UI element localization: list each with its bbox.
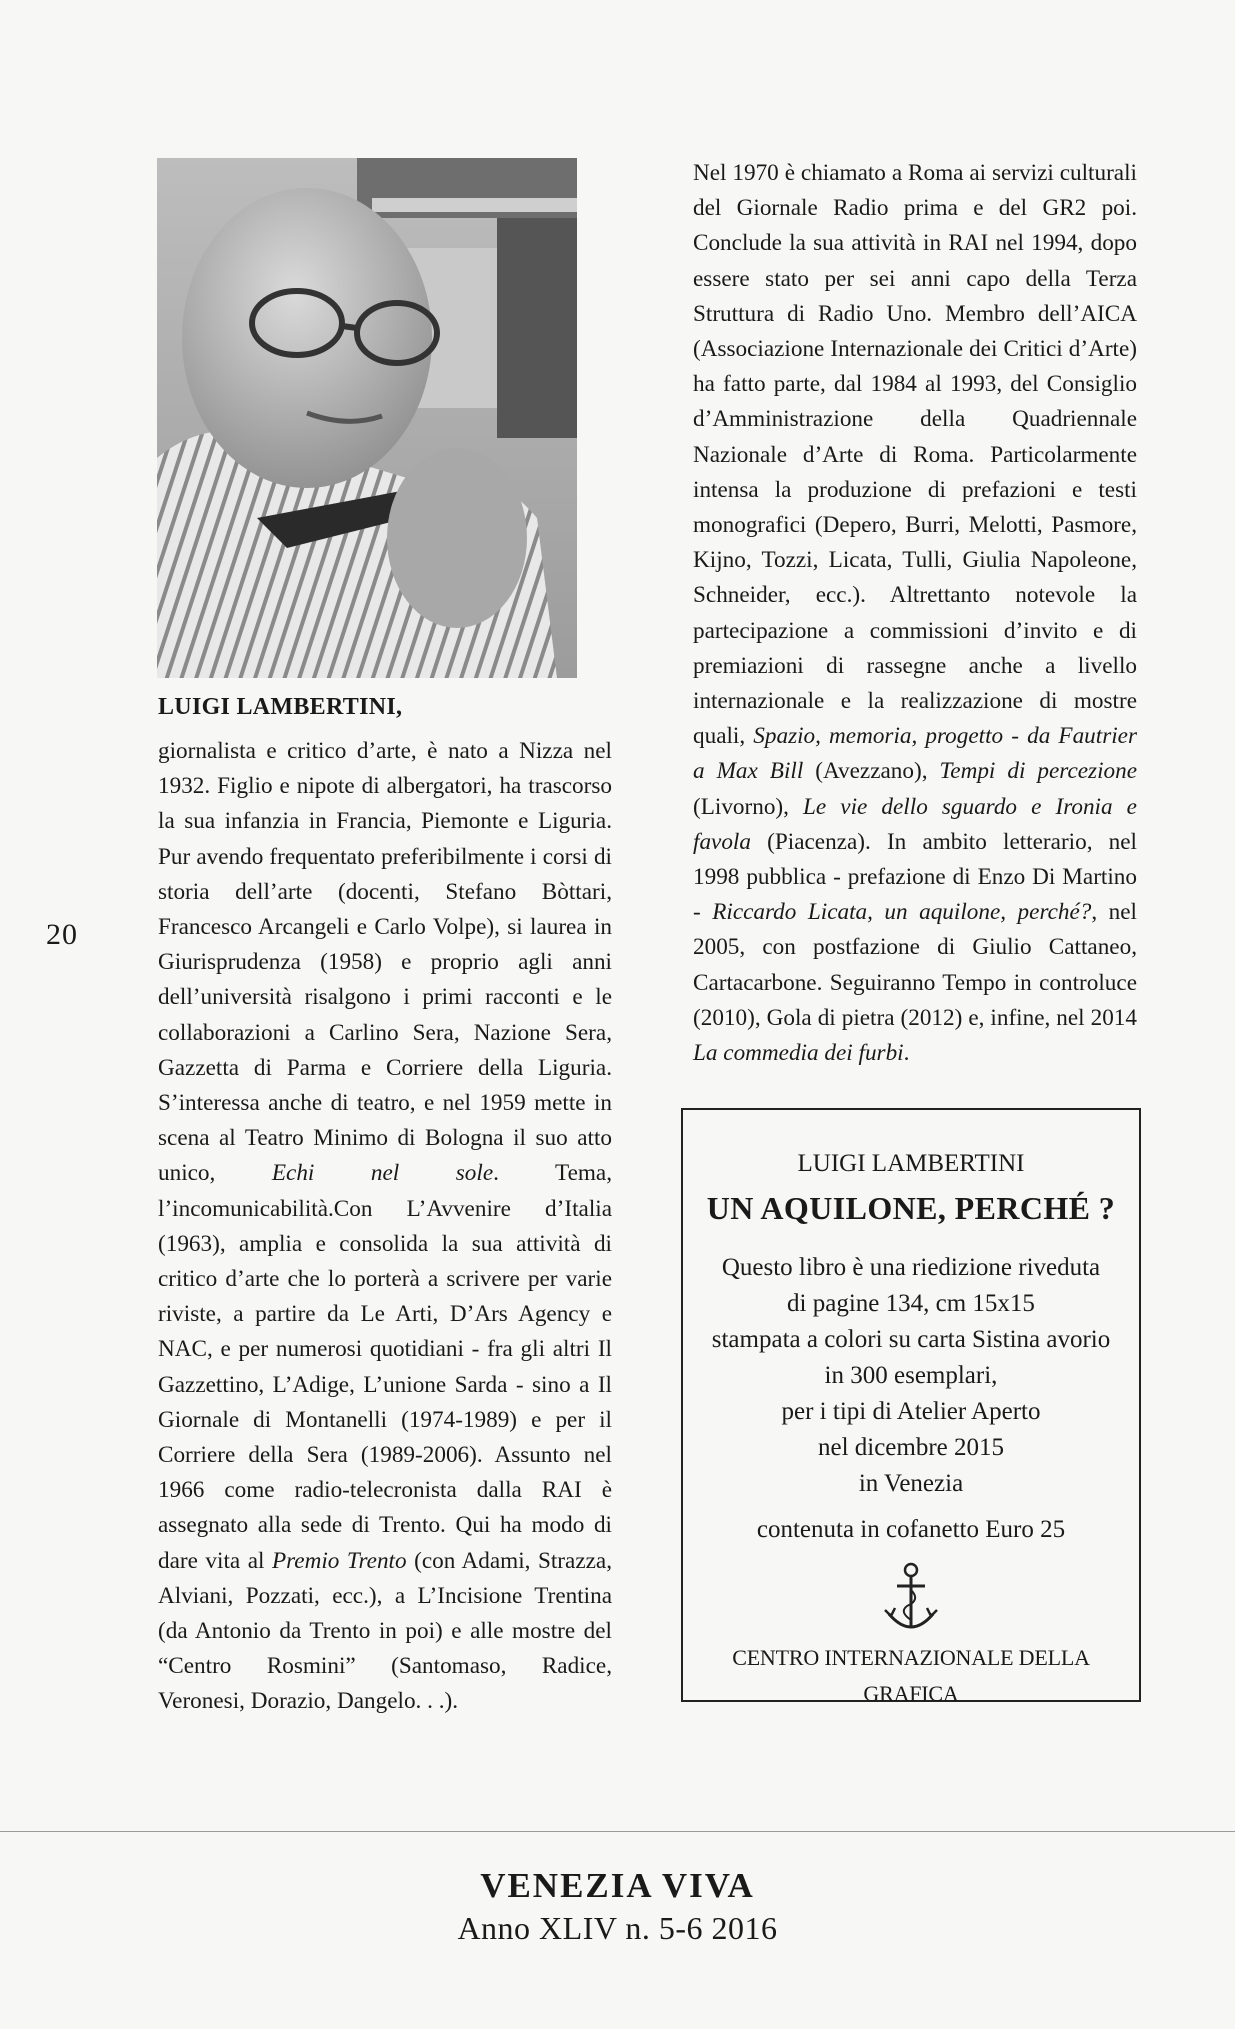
bio-name: LUIGI LAMBERTINI,	[158, 694, 403, 720]
bio-paragraph	[693, 156, 1137, 1071]
bio-text: Nel 1970 è chiamato a Roma ai servizi culturali del Giornale Radio prima e del GR2 poi. Conclude la sua attività in RAI nel 1994, dopo essere stato per sei anni capo della Terza Struttura di Radio Uno. Membro dell’AICA (Associazione Internazionale dei Critici d’Arte) ha fatto parte, dal 1984 al 1993, del Consiglio d’Amministrazione della Quadriennale Nazionale d’Arte di Roma. Particolarmente intensa la produzione di prefazioni e testi monografici (Depero, Burri, Melotti, Pasmore, Kijno, Tozzi, Licata, Tulli, Giulia Napoleone, Schneider, ecc.). Altrettanto notevole la partecipazione a commissioni d’invito e di premiazioni di rassegne anche a livello internazionale e la realizzazione di mostre quali,	[693, 160, 1137, 750]
box-line: in Venezia	[858, 1470, 964, 1497]
exhibition-title: Spazio, memoria, progetto - da Fautrier a Max Bill	[693, 723, 1137, 785]
box-title: UN AQUILONE, PERCHÉ ?	[706, 1190, 1116, 1226]
footer-divider	[0, 1831, 1235, 1832]
box-description	[683, 1250, 1139, 1502]
box-author: LUIGI LAMBERTINI	[797, 1150, 1025, 1177]
anchor-icon	[683, 1560, 1139, 1640]
box-line: nel dicembre 2015	[817, 1434, 1005, 1461]
box-publisher: CENTRO INTERNAZIONALE DELLA GRAFICA	[732, 1645, 1090, 1706]
author-photo	[157, 158, 577, 678]
bio-text: (Piacenza). In ambito letterario, nel 1998 pubblica - prefazione di Enzo Di Martino -	[693, 828, 1137, 926]
book-title: Riccardo Licata, un aquilone, perché?	[712, 899, 1092, 926]
book-title: La commedia dei furbi	[693, 1040, 904, 1067]
bio-text: giornalista e critico d’arte, è nato a Nizza nel 1932. Figlio e nipote di albergatori, ha trascorso la sua infanzia in Francia, Piemonte e Liguria. Pur avendo frequentato preferibilmente i corsi di storia dell’arte (docenti, Stefano Bòttari, Francesco Arcangeli e Carlo Volpe), si laurea in Giurisprudenza (1958) e proprio agli anni dell’università risalgono i primi racconti e le collaborazioni a Carlino Sera, Nazione Sera, Gazzetta di Parma e Corriere della Liguria. S’interessa anche di teatro, e nel 1959 mette in scena al Teatro Minimo di Bologna il suo atto unico,	[158, 738, 612, 1187]
exhibition-title: Tempi di percezione	[939, 758, 1137, 785]
bio-text: (con Adami, Strazza, Alviani, Pozzati, ecc.), a L’Incisione Trentina (da Antonio da Trento in poi) e alle mostre del “Centro Rosmini” (Santomaso, Radice, Veronesi, Dorazio, Dangelo. . .).	[158, 1547, 612, 1715]
box-line: in 300 esemplari,	[824, 1362, 998, 1389]
exhibition-title: Le vie dello sguardo e Ironia e favola	[693, 793, 1137, 855]
anchor-logo	[881, 1560, 941, 1640]
page-number: 20	[46, 918, 78, 951]
box-price: contenuta in cofanetto Euro 25	[756, 1516, 1066, 1543]
bio-paragraph	[158, 734, 612, 1720]
bio-text: (Livorno),	[693, 793, 804, 820]
play-title: Echi nel sole	[271, 1160, 494, 1187]
bio-left-column	[158, 734, 612, 1720]
bio-text: .	[903, 1040, 910, 1067]
box-line: Questo libro è una riedizione riveduta	[721, 1254, 1101, 1281]
box-line: di pagine 134, cm 15x15	[787, 1290, 1035, 1317]
bio-text: . Tema, l’incomunicabilità.Con L’Avvenire d’Italia (1963), amplia e consolida la sua attività di critico d’arte che lo porterà a scrivere per varie riviste, a partire da Le Arti, D’Ars Agency e NAC, e per numerosi quotidiani - fra gli altri Il Gazzettino, L’Adige, L’unione Sarda - sino a Il Giornale di Montanelli (1974-1989) e per il Corriere della Sera (1989-2006). Assunto nel 1966 come radio-telecronista dalla RAI è assegnato alla sede di Trento. Qui ha modo di dare vita al	[158, 1160, 613, 1574]
prize-title: Premio Trento	[271, 1547, 407, 1574]
bio-text: , nel 2005, con postfazione di Giulio Cattaneo, Cartacarbone. Seguiranno Tempo in controluce (2010), Gola di pietra (2012) e, infine, nel 2014	[693, 899, 1137, 1031]
portrait-image	[157, 158, 577, 678]
box-line: per i tipi di Atelier Aperto	[781, 1398, 1041, 1425]
magazine-title: VENEZIA VIVA	[480, 1866, 755, 1905]
book-info-box	[681, 1108, 1141, 1706]
bio-right-column	[693, 156, 1137, 1071]
box-line: stampata a colori su carta Sistina avorio	[711, 1326, 1111, 1353]
bio-text: (Avezzano),	[803, 758, 940, 785]
magazine-issue: Anno XLIV n. 5-6 2016	[457, 1910, 778, 1946]
